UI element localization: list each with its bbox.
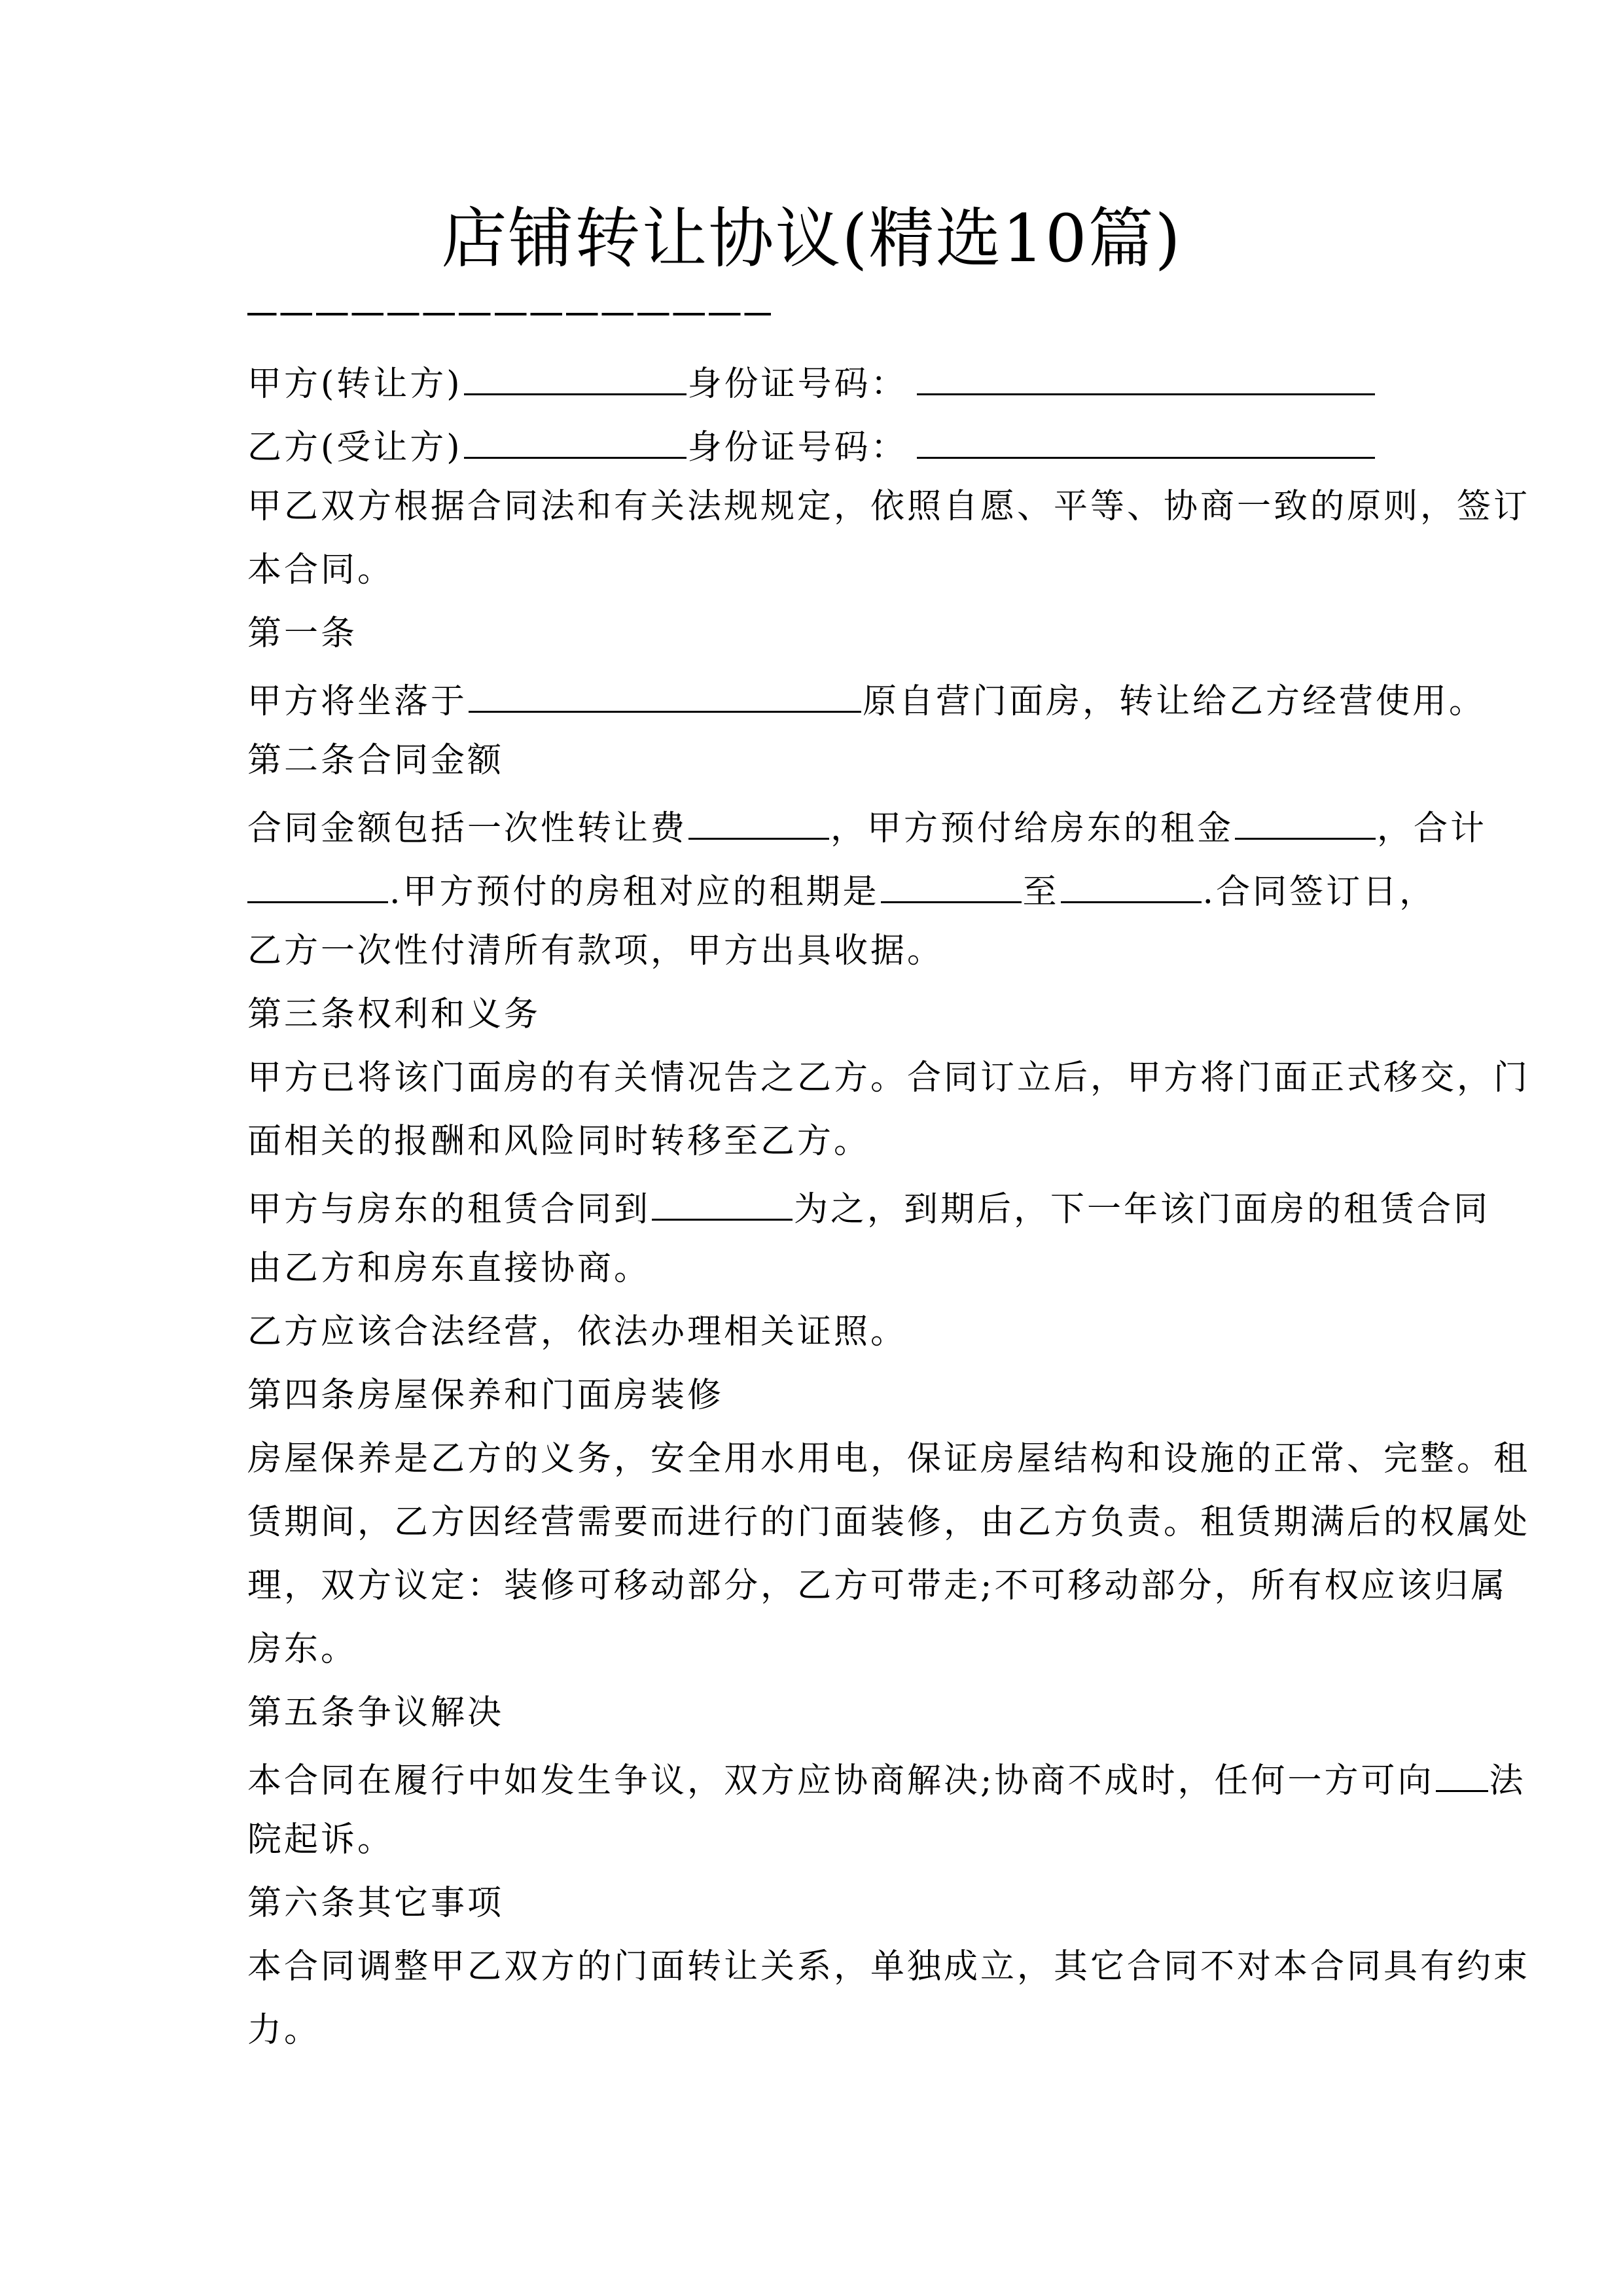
article-4-line-1: 房屋保养是乙方的义务，安全用水用电，保证房屋结构和设施的正常、完整。租 (247, 1439, 1531, 1479)
article-3-para-1-line-2: 面相关的报酬和风险同时转移至乙方。 (247, 1122, 871, 1161)
party-a-id-blank[interactable] (917, 357, 1375, 395)
party-b-id-blank[interactable] (917, 420, 1375, 459)
location-blank[interactable] (469, 674, 861, 713)
article-3-para-1-line-1: 甲方已将该门面房的有关情况告之乙方。合同订立后，甲方将门面正式移交，门 (247, 1058, 1531, 1098)
preamble-line-2: 本合同。 (247, 550, 395, 590)
party-b-line (247, 420, 1376, 471)
article-2-line-3: 乙方一次性付清所有款项，甲方出具收据。 (247, 931, 944, 971)
article-2-text-a: 合同金额包括一次性转让费 (247, 809, 688, 848)
article-2-heading: 第二条合同金额 (247, 741, 505, 780)
total-amount-blank[interactable] (247, 865, 388, 903)
article-3-para-2-line-2: 由乙方和房东直接协商。 (247, 1249, 651, 1288)
article-1-heading: 第一条 (247, 614, 358, 653)
article-1-text-before: 甲方将坐落于 (247, 682, 468, 721)
transfer-fee-blank[interactable] (688, 801, 829, 840)
document-title: 店铺转让协议(精选10篇) (441, 200, 1182, 277)
party-a-line (247, 357, 1376, 407)
party-a-label: 甲方(转让方) (247, 365, 463, 404)
party-b-label: 乙方(受让方) (247, 428, 463, 467)
article-3-heading: 第三条权利和义务 (247, 995, 541, 1034)
article-5-line-2: 院起诉。 (247, 1820, 395, 1859)
article-4-line-2: 赁期间，乙方因经营需要而进行的门面装修，由乙方负责。租赁期满后的权属处 (247, 1503, 1531, 1542)
party-b-id-label: 身份证号码： (687, 428, 908, 467)
article-6-heading: 第六条其它事项 (247, 1884, 505, 1923)
article-3-para-3: 乙方应该合法经营，依法办理相关证照。 (247, 1312, 908, 1352)
article-2-text-e: 至 (1022, 872, 1060, 912)
party-a-name-blank[interactable] (464, 357, 687, 395)
party-a-id-label: 身份证号码： (687, 365, 908, 404)
prepaid-rent-blank[interactable] (1235, 801, 1376, 840)
preamble-line-1: 甲乙双方根据合同法和有关法规规定，依照自愿、平等、协商一致的原则，签订 (247, 487, 1531, 526)
article-2-text-c: ，合计 (1377, 809, 1488, 848)
court-blank[interactable] (1436, 1753, 1488, 1792)
article-5-heading: 第五条争议解决 (247, 1693, 505, 1732)
lease-start-blank[interactable] (881, 865, 1022, 903)
article-3-text-b: 为之，到期后，下一年该门面房的租赁合同 (794, 1190, 1491, 1229)
article-2-text-b: ，甲方预付给房东的租金 (830, 809, 1234, 848)
article-6-line-1: 本合同调整甲乙双方的门面转让关系，单独成立，其它合同不对本合同具有约束 (247, 1947, 1531, 1986)
article-1-text-after: 原自营门面房，转让给乙方经营使用。 (863, 682, 1486, 721)
article-3-para-2-line-1 (247, 1182, 1490, 1232)
article-4-line-3: 理，双方议定：装修可移动部分，乙方可带走;不可移动部分，所有权应该归属 (247, 1566, 1508, 1605)
lease-end-blank[interactable] (1061, 865, 1202, 903)
article-4-heading: 第四条房屋保养和门面房装修 (247, 1376, 724, 1415)
article-5-text-b: 法 (1489, 1761, 1526, 1801)
article-6-line-2: 力。 (247, 2011, 321, 2050)
party-b-name-blank[interactable] (464, 420, 687, 459)
article-2-line-2 (247, 865, 1436, 915)
title-divider (247, 313, 771, 315)
article-5-line-1 (247, 1753, 1526, 1804)
article-3-text-a: 甲方与房东的租赁合同到 (247, 1190, 651, 1229)
article-4-line-4: 房东。 (247, 1630, 358, 1669)
article-5-text-a: 本合同在履行中如发生争议，双方应协商解决;协商不成时，任何一方可向 (247, 1761, 1435, 1801)
article-1-text (247, 674, 1486, 725)
article-2-line-1 (247, 801, 1487, 852)
article-2-text-d: .甲方预付的房租对应的租期是 (389, 872, 880, 912)
article-2-text-f: .合同签订日， (1202, 872, 1436, 912)
lease-expiry-blank[interactable] (652, 1182, 793, 1221)
